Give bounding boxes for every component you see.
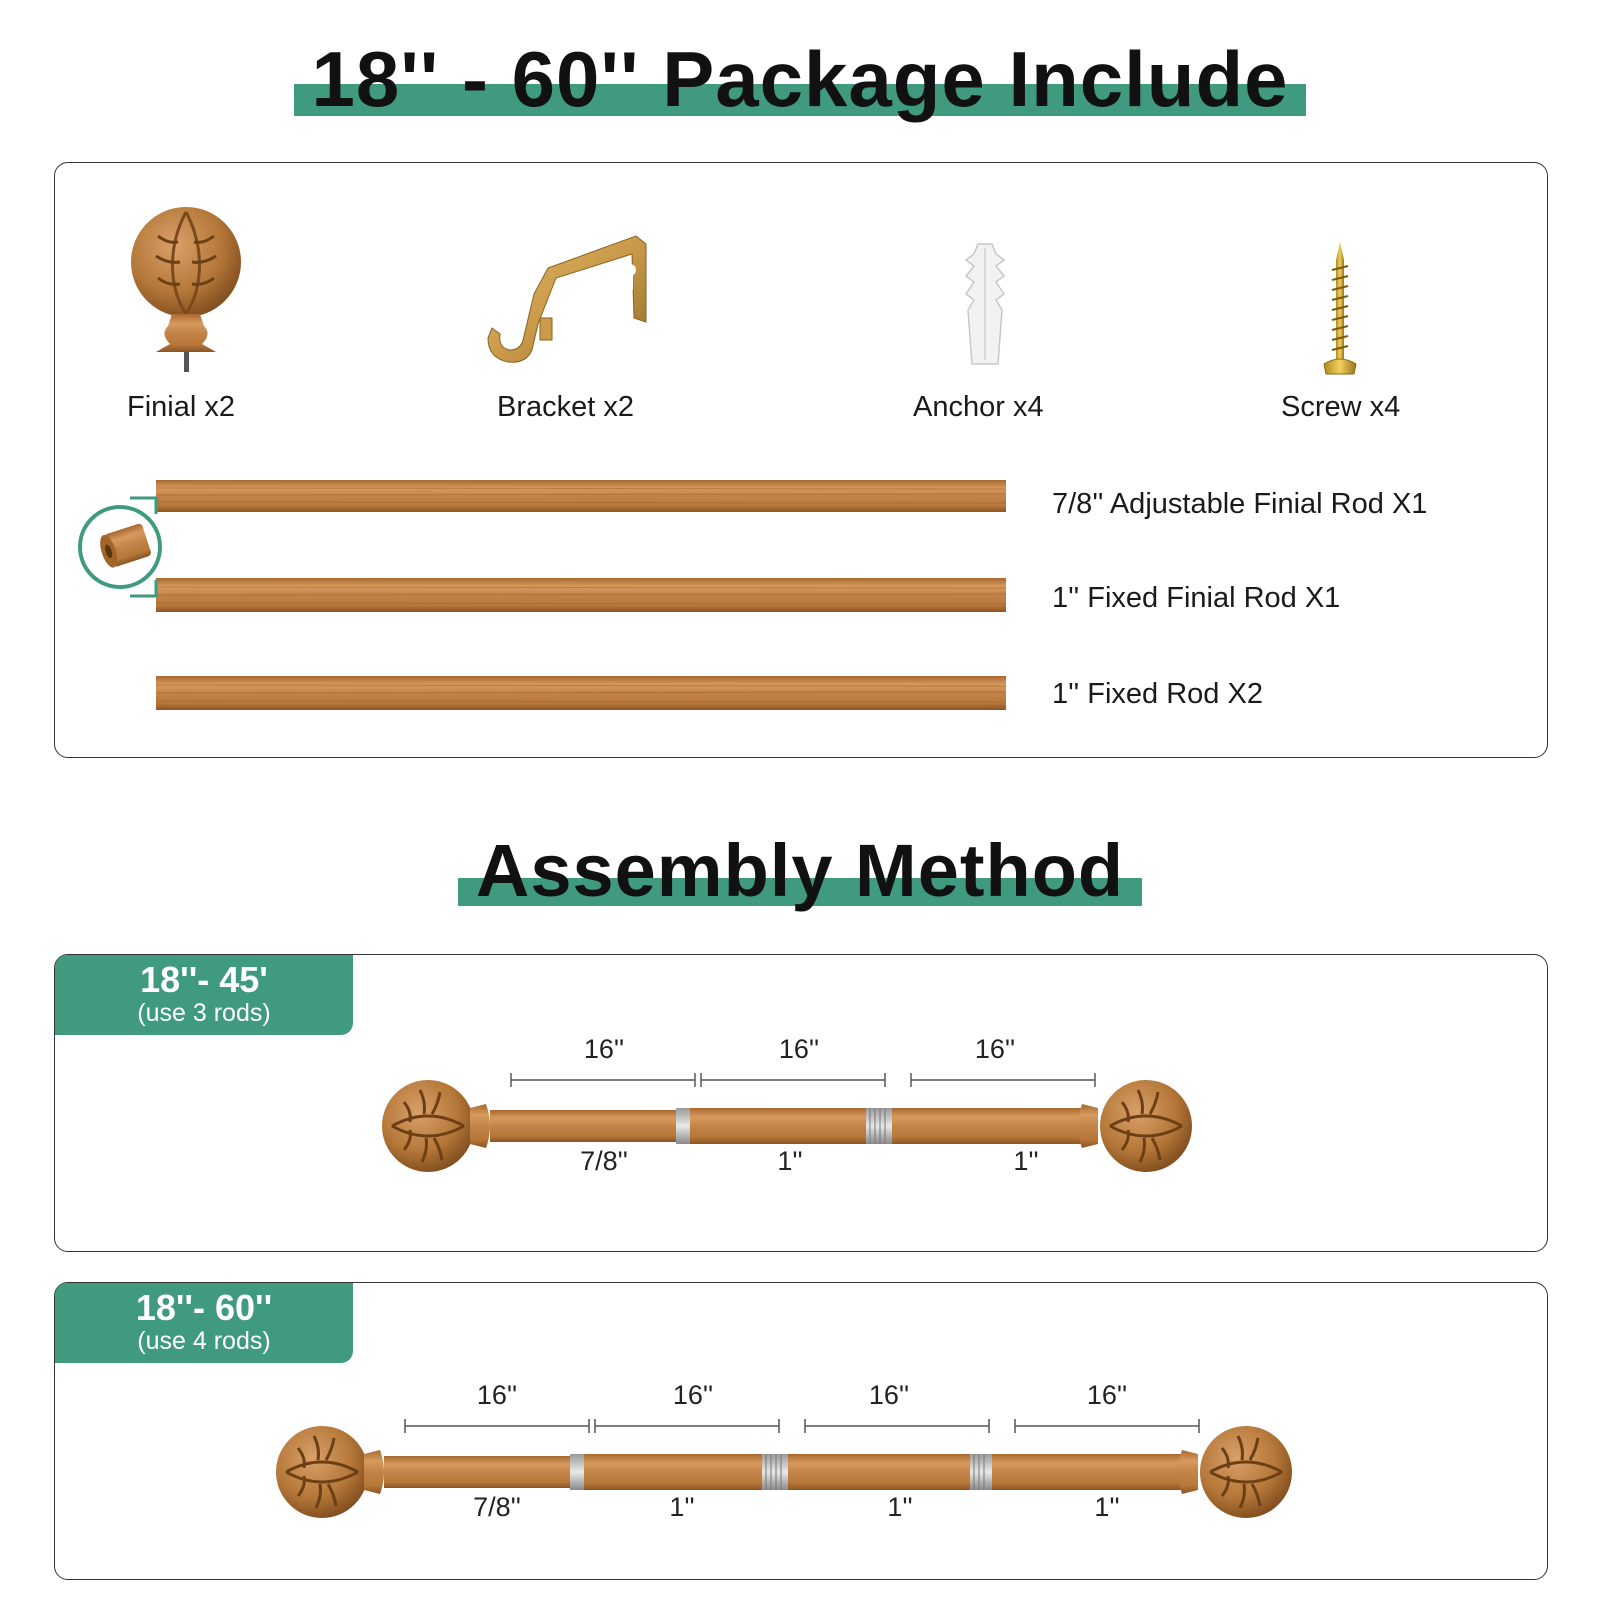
segment-length: 16'': [583, 1034, 625, 1064]
anchor-icon: [960, 240, 1010, 370]
rod-label-adjustable: 7/8'' Adjustable Finial Rod X1: [1052, 488, 1428, 520]
segment-size: 1'': [777, 1146, 803, 1176]
segment-size: 1'': [887, 1492, 913, 1522]
finial-icon: [128, 206, 248, 376]
segment-length: 16'': [868, 1380, 910, 1410]
config-tag: [55, 955, 353, 1035]
config-note: (use 4 rods): [137, 1327, 271, 1355]
assembled-rod-4: [276, 1422, 1336, 1522]
rod-label-fixed: 1'' Fixed Rod X2: [1052, 678, 1263, 710]
anchor-label: Anchor x4: [913, 391, 1044, 423]
segment-length: 16'': [1086, 1380, 1128, 1410]
segment-size: 1'': [1094, 1492, 1120, 1522]
assembly-heading: [0, 829, 1600, 912]
rod-fixed-finial: [156, 578, 1006, 612]
assembled-rod-3: [382, 1076, 1232, 1176]
package-title: 18'' - 60'' Package Include: [311, 35, 1289, 123]
rod-label-fixed-finial: 1'' Fixed Finial Rod X1: [1052, 582, 1341, 614]
rod-fixed: [156, 676, 1006, 710]
rod-end-callout: [78, 494, 168, 604]
segment-size: 1'': [1013, 1146, 1039, 1176]
bracket-icon: [486, 234, 656, 374]
segment-length: 16'': [974, 1034, 1016, 1064]
screw-icon: [1320, 240, 1360, 380]
bracket-label: Bracket x2: [497, 391, 634, 423]
segment-size: 7/8'': [473, 1492, 521, 1522]
rod-adjustable: [156, 480, 1006, 512]
assembly-title: Assembly Method: [475, 829, 1125, 912]
config-tag: [55, 1283, 353, 1363]
segment-length: 16'': [778, 1034, 820, 1064]
segment-length: 16'': [672, 1380, 714, 1410]
segment-size: 1'': [669, 1492, 695, 1522]
segment-length: 16'': [476, 1380, 518, 1410]
segment-size: 7/8'': [580, 1146, 628, 1176]
config-range: 18''- 60'': [135, 1287, 273, 1328]
finial-label: Finial x2: [127, 391, 235, 423]
config-range: 18''- 45': [140, 959, 268, 1000]
package-heading: [0, 35, 1600, 123]
screw-label: Screw x4: [1281, 391, 1401, 423]
config-note: (use 3 rods): [137, 999, 271, 1027]
